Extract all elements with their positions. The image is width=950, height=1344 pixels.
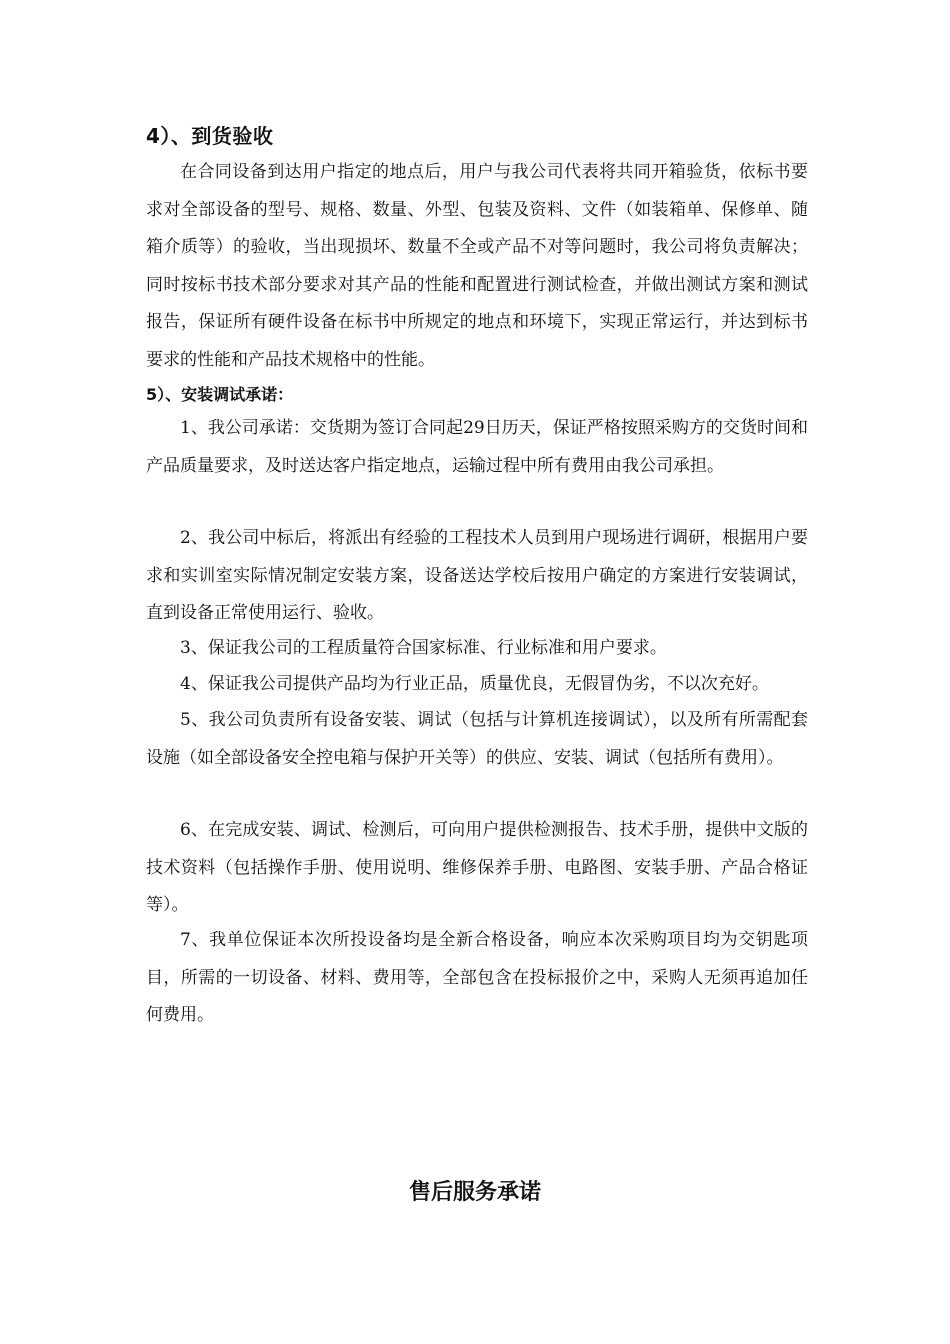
section-4-paragraph: 在合同设备到达用户指定的地点后，用户与我公司代表将共同开箱验货，依标书要求对全部设备的型号、规格、数量、外型、包装及资料、文件（如装箱单、保修单、随箱介质等）的验收，当出现损坏、数量不全或产品不对等问题时，我公司将负责解决；同时按标书技术部分要求对其产品的性能和配置进行测试检查，并做出测试方案和测试报告，保证所有硬件设备在标书中所规定的地点和环境下，实现正常运行，并达到标书要求的性能和产品技术规格中的性能。 xyxy=(146,162,808,370)
commitment-item-4: 4、保证我公司提供产品均为行业正品，质量优良，无假冒伪劣，不以次充好。 xyxy=(180,674,769,694)
section-4-heading: 4）、到货验收 xyxy=(146,124,274,148)
commitment-item-5: 5、我公司负责所有设备安装、调试（包括与计算机连接调试），以及所有所需配套设施（如全部设备安全控电箱与保护开关等）的供应、安装、调试（包括所有费用）。 xyxy=(146,710,808,768)
commitment-item-7: 7、我单位保证本次所投设备均是全新合格设备，响应本次采购项目均为交钥匙项目，所需的一切设备、材料、费用等，全部包含在投标报价之中，采购人无须再追加任何费用。 xyxy=(146,930,808,1026)
commitment-item-3: 3、保证我公司的工程质量符合国家标准、行业标准和用户要求。 xyxy=(180,638,667,658)
commitment-item-2: 2、我公司中标后，将派出有经验的工程技术人员到用户现场进行调研，根据用户要求和实训室实际情况制定安装方案，设备送达学校后按用户确定的方案进行安装调试，直到设备正常使用运行、验收。 xyxy=(146,528,808,624)
after-sales-title: 售后服务承诺 xyxy=(408,1180,541,1205)
section-5-heading: 5）、安装调试承诺： xyxy=(146,385,294,404)
commitment-item-6: 6、在完成安装、调试、检测后，可向用户提供检测报告、技术手册，提供中文版的技术资料（包括操作手册、使用说明、维修保养手册、电路图、安装手册、产品合格证等）。 xyxy=(146,820,808,916)
commitment-item-1: 1、我公司承诺：交货期为签订合同起29日历天，保证严格按照采购方的交货时间和产品质量要求，及时送达客户指定地点，运输过程中所有费用由我公司承担。 xyxy=(146,418,808,476)
